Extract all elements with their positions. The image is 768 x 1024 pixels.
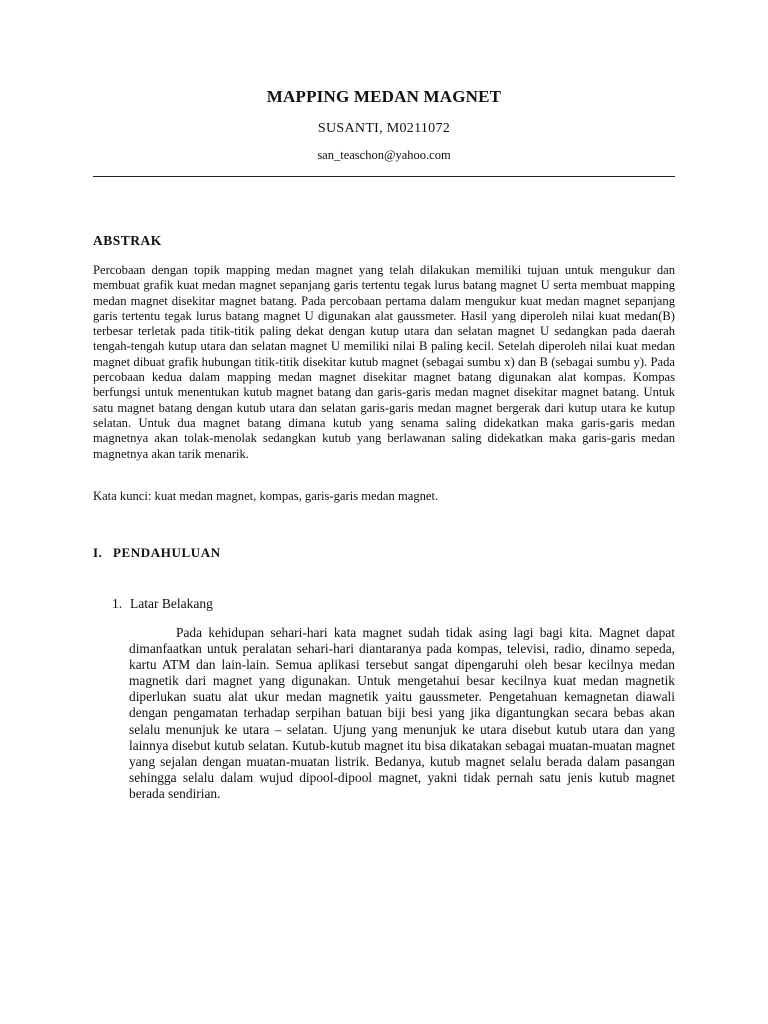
author-email: san_teaschon@yahoo.com <box>317 148 451 162</box>
subsection-number: 1. <box>112 596 123 611</box>
subsection-body: Pada kehidupan sehari-hari kata magnet sudah tidak asing lagi bagi kita. Magnet dapat dimanfaatkan untuk peralatan sehari-hari diantaranya pada kompas, televisi, radio, dinamo sepeda, kartu ATM dan lain-lain. Semua aplikasi tersebut sangat dipengaruhi oleh besar kecilnya medan magnetik dari magnet yang digunakan. Untuk mengetahui besar kecilnya kuat medan magnetik diperlukan suatu alat ukur medan magnetik yaitu gaussmeter. Pengetahuan kemagnetan diawali dengan pengamatan terhadap serpihan batuan biji besi yang jika digantungkan secara bebas akan selalu menunjuk ke utara – selatan. Ujung yang menunjuk ke utara disebut kutub utara dan yang lainnya disebut kutub selatan. Kutub-kutub magnet itu bisa dikatakan sebagai muatan-muatan magnet yang sejalan dengan muatan-muatan listrik. Bedanya, kutub magnet selalu berada dalam pasangan sehingga selalu dalam wujud dipool-dipool magnet, yakni tidak pernah satu jenis kutub magnet berada sendirian. <box>129 625 675 801</box>
abstract-heading: ABSTRAK <box>93 233 162 248</box>
section-title: PENDAHULUAN <box>113 545 221 560</box>
section-heading <box>93 545 221 561</box>
keywords: Kata kunci: kuat medan magnet, kompas, garis-garis medan magnet. <box>93 489 439 503</box>
subsection-title: Latar Belakang <box>130 596 213 611</box>
author-line: SUSANTI, M0211072 <box>317 121 451 136</box>
header-divider <box>93 176 675 177</box>
subsection-heading <box>112 596 213 612</box>
section-number: I. <box>93 545 103 560</box>
abstract-body: Percobaan dengan topik mapping medan magnet yang telah dilakukan memiliki tujuan untuk mengukur dan membuat grafik kuat medan magnet sepanjang garis tertentu tegak lurus batang magnet U serta membuat mapping medan magnet disekitar magnet batang. Pada percobaan pertama dalam mengukur kuat medan magnet sepanjang garis tertentu tegak lurus batang magnet U digunakan alat gaussmeter. Hasil yang diperoleh nilai kuat medan(B) terbesar terletak pada titik-titik paling dekat dengan kutup utara dan selatan magnet U sedangkan pada daerah tengah-tengah kutup utara dan selatan magnet U memiliki nilai B paling kecil. Setelah diperoleh nilai kuat medan magnet dibuat grafik hubungan titik-titik disekitar kutub magnet (sebagai sumbu x) dan B (sebagai sumbu y). Pada percobaan kedua dalam mapping medan magnet disekitar magnet batang digunakan alat kompas. Kompas berfungsi untuk menentukan kutub magnet batang dan garis-garis medan magnet disekitar magnet batang. Untuk satu magnet batang dengan kutub utara dan selatan garis-garis medan magnet bergerak dari kutup utara ke kutup selatan. Untuk dua magnet batang dimana kutub yang senama saling didekatkan maka garis-garis medan magnetnya akan tolak-menolak sedangkan kutub yang berlawanan saling didekatkan maka garis-garis medan magnetnya akan tarik menarik. <box>93 263 675 461</box>
paper-title: MAPPING MEDAN MAGNET <box>266 87 502 106</box>
